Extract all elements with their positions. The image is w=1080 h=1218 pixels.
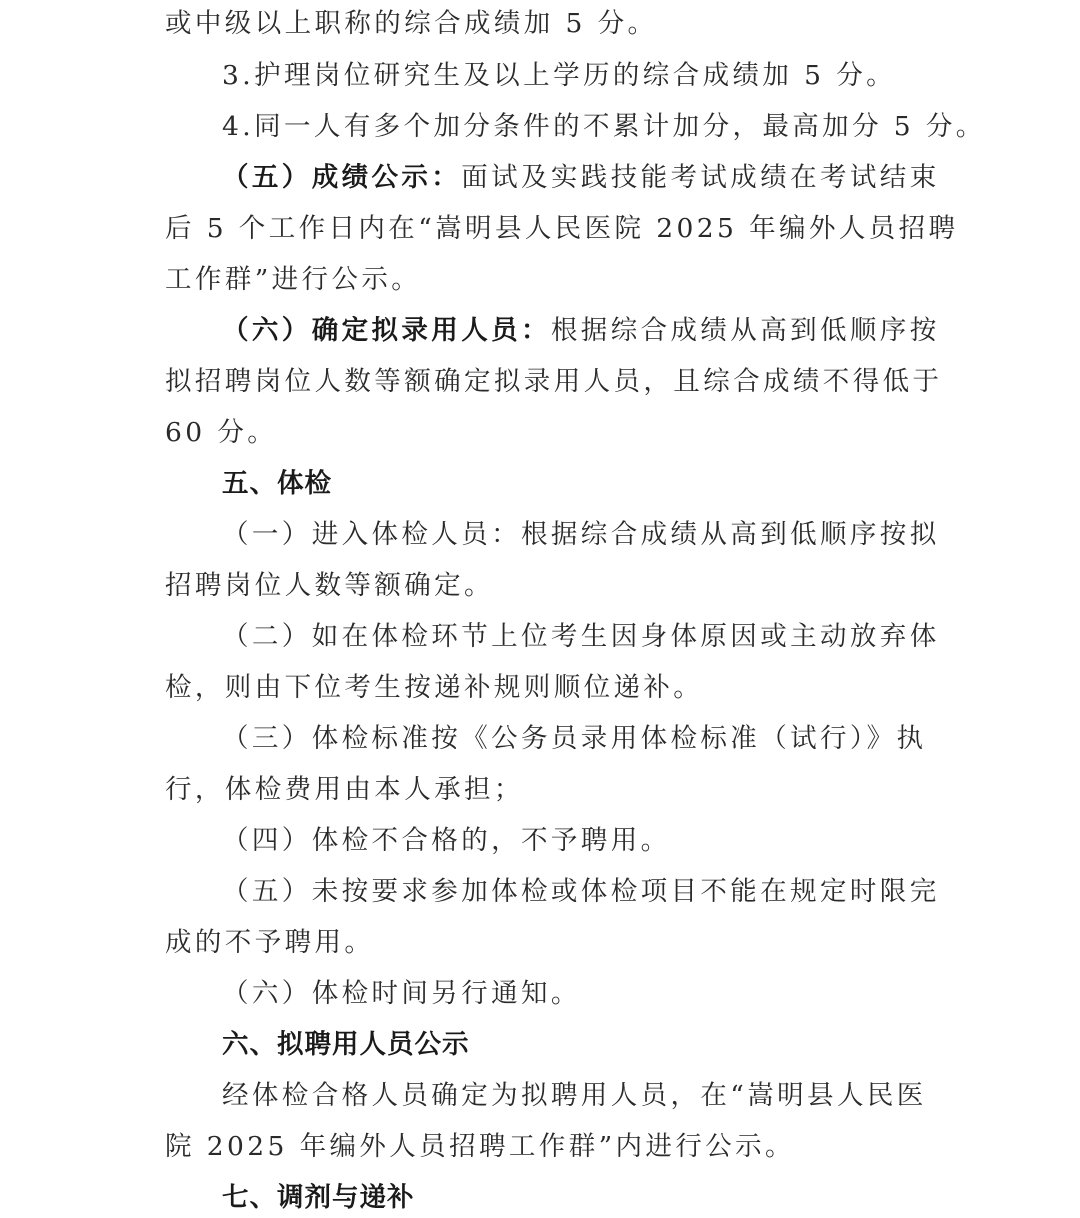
section-heading-hire-announcement: 六、拟聘用人员公示	[222, 1029, 470, 1060]
section-heading-adjustment: 七、调剂与递补	[222, 1182, 415, 1213]
exam-item-6: （六）体检时间另行通知。	[222, 978, 581, 1009]
section-heading-physical-exam: 五、体检	[222, 468, 332, 499]
exam-item-3: （三）体检标准按《公务员录用体检标准（试行）》执	[222, 723, 927, 754]
confirm-hire-label: （六）确定拟录用人员：	[222, 315, 551, 346]
score-announcement-label: （五）成绩公示：	[222, 162, 462, 193]
paragraph-line: 或中级以上职称的综合成绩加 5 分。	[165, 8, 658, 39]
paragraph-line: 后 5 个工作日内在“嵩明县人民医院 2025 年编外人员招聘	[165, 213, 959, 244]
paragraph-line: 拟招聘岗位人数等额确定拟录用人员，且综合成绩不得低于	[165, 366, 943, 397]
bonus-item-4: 4.同一人有多个加分条件的不累计加分，最高加分 5 分。	[222, 111, 986, 142]
paragraph-line: 60 分。	[165, 417, 278, 448]
exam-item-2: （二）如在体检环节上位考生因身体原因或主动放弃体	[222, 621, 940, 652]
paragraph-line: 检，则由下位考生按递补规则顺位递补。	[165, 672, 704, 703]
hire-announcement-paragraph: 经体检合格人员确定为拟聘用人员，在“嵩明县人民医	[222, 1080, 927, 1111]
score-announcement-paragraph: （五）成绩公示：面试及实践技能考试成绩在考试结束	[222, 162, 940, 193]
paragraph-line: 院 2025 年编外人员招聘工作群”内进行公示。	[165, 1131, 795, 1162]
paragraph-line: 行，体检费用由本人承担；	[165, 774, 524, 805]
bonus-item-3: 3.护理岗位研究生及以上学历的综合成绩加 5 分。	[222, 60, 896, 91]
paragraph-line: 招聘岗位人数等额确定。	[165, 570, 494, 601]
exam-item-5: （五）未按要求参加体检或体检项目不能在规定时限完	[222, 876, 940, 907]
exam-item-4: （四）体检不合格的，不予聘用。	[222, 825, 671, 856]
exam-item-1: （一）进入体检人员：根据综合成绩从高到低顺序按拟	[222, 519, 940, 550]
paragraph-line: 成的不予聘用。	[165, 927, 375, 958]
confirm-hire-paragraph: （六）确定拟录用人员：根据综合成绩从高到低顺序按	[222, 315, 940, 346]
paragraph-line: 工作群”进行公示。	[165, 264, 422, 295]
